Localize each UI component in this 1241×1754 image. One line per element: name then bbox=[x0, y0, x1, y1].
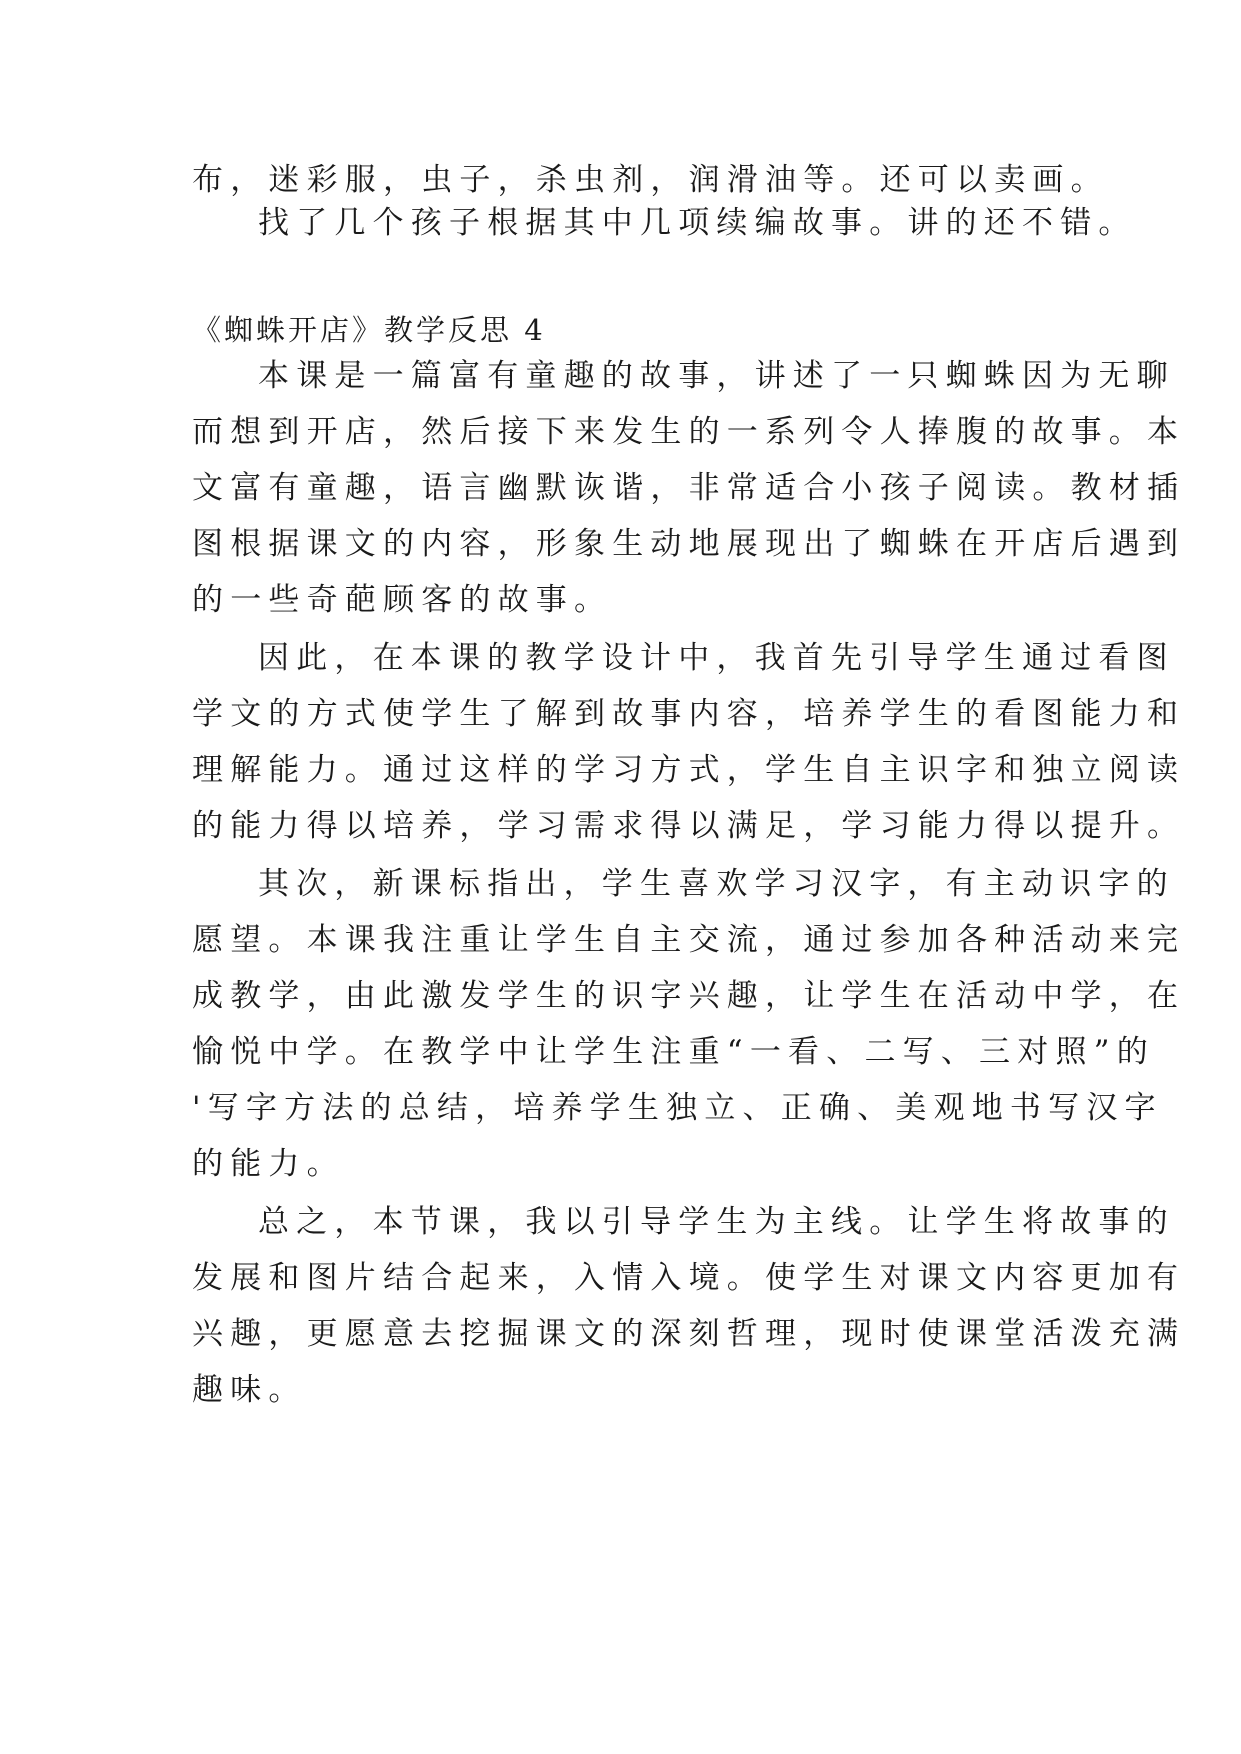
text-line: 愉悦中学。在教学中让学生注重“一看、二写、三对照”的 bbox=[192, 1034, 1155, 1070]
text-line: 的一些奇葩顾客的故事。 bbox=[192, 582, 613, 618]
text-line: 其次，新课标指出，学生喜欢学习汉字，有主动识字的 bbox=[258, 866, 1175, 902]
text-line: 而想到开店，然后接下来发生的一系列令人捧腹的故事。本 bbox=[192, 414, 1186, 450]
text-line: 文富有童趣，语言幽默诙谐，非常适合小孩子阅读。教材插 bbox=[192, 470, 1186, 506]
text-line: 找了几个孩子根据其中几项续编故事。讲的还不错。 bbox=[258, 205, 1137, 241]
text-line: 愿望。本课我注重让学生自主交流，通过参加各种活动来完 bbox=[192, 922, 1186, 958]
text-line: '写字方法的总结，培养学生独立、正确、美观地书写汉字 bbox=[192, 1090, 1163, 1126]
section-heading: 《蜘蛛开店》教学反思 4 bbox=[192, 313, 546, 347]
text-line: 布，迷彩服，虫子，杀虫剂，润滑油等。还可以卖画。 bbox=[192, 162, 1109, 198]
text-line: 因此，在本课的教学设计中，我首先引导学生通过看图 bbox=[258, 640, 1175, 676]
text-line: 本课是一篇富有童趣的故事，讲述了一只蜘蛛因为无聊 bbox=[258, 358, 1175, 394]
text-line: 学文的方式使学生了解到故事内容，培养学生的看图能力和 bbox=[192, 696, 1186, 732]
text-line: 的能力。 bbox=[192, 1146, 345, 1182]
text-line: 理解能力。通过这样的学习方式，学生自主识字和独立阅读 bbox=[192, 752, 1186, 788]
text-line: 发展和图片结合起来，入情入境。使学生对课文内容更加有 bbox=[192, 1260, 1186, 1296]
text-line: 兴趣，更愿意去挖掘课文的深刻哲理，现时使课堂活泼充满 bbox=[192, 1316, 1186, 1352]
text-line: 成教学，由此激发学生的识字兴趣，让学生在活动中学，在 bbox=[192, 978, 1186, 1014]
text-line: 趣味。 bbox=[192, 1372, 307, 1408]
text-line: 的能力得以培养，学习需求得以满足，学习能力得以提升。 bbox=[192, 808, 1186, 844]
text-line: 图根据课文的内容，形象生动地展现出了蜘蛛在开店后遇到 bbox=[192, 526, 1186, 562]
text-line: 总之，本节课，我以引导学生为主线。让学生将故事的 bbox=[258, 1204, 1175, 1240]
